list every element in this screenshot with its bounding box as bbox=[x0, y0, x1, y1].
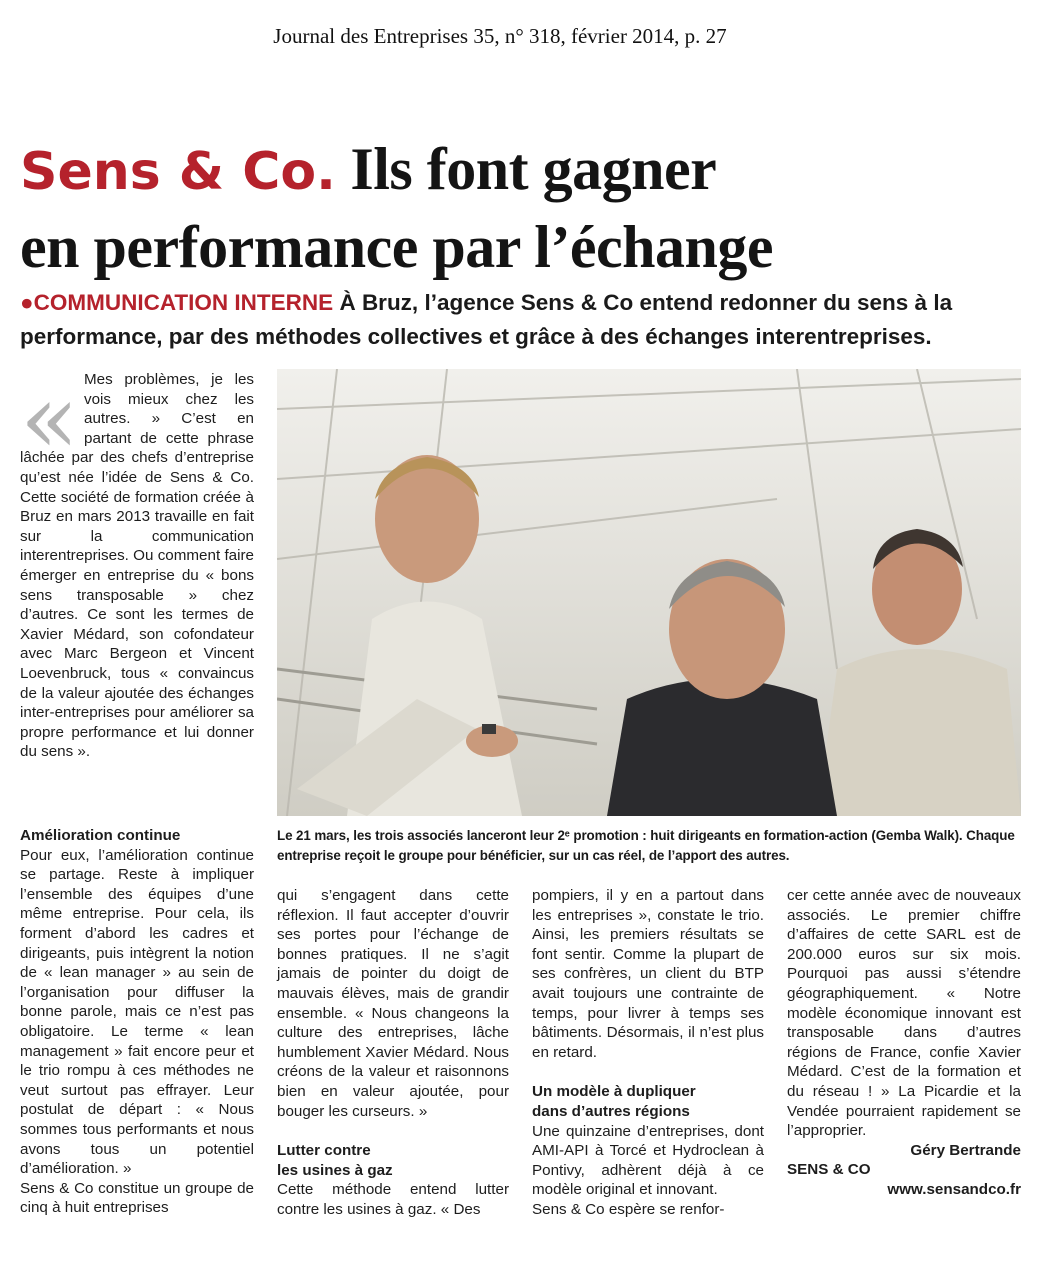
heading-line: Lutter contre bbox=[277, 1142, 371, 1160]
paragraph: Sens & Co espère se renfor- bbox=[532, 1200, 725, 1218]
paragraph: Cette méthode entend lutter contre les usines à gaz. « Des bbox=[277, 1181, 509, 1218]
paragraph: Une quinzaine d’entreprises, dont AMI-API à Torcé et Hydroclean à Pontivy, adhèrent déjà à ce modèle original et innovant. bbox=[532, 1122, 764, 1199]
headline-brand: Sens & Co. bbox=[20, 142, 336, 202]
paragraph: pompiers, il y en a partout dans les entreprises », constate le trio. Ainsi, les premiers résultats se font sentir. Comme la plupart de ses confrères, un client du BTP avait toujours une contrainte de temps, pour livrer à temps ses bâtiments. Désormais, il n’est plus en retard. bbox=[532, 887, 764, 1061]
heading-line: Un modèle à dupliquer bbox=[532, 1083, 696, 1101]
lead-text: Mes problèmes, je les vois mieux chez les autres. » C’est en partant de cette phrase lâchée par des chefs d’entreprise qu’est née l’idée de Sens & Co. Cette société de formation créée à Bruz en mars 2013 travaille en fait sur la communication interentreprises. Ou comment faire émerger en entreprise du « bons sens transposable » chez d’autres. Ce sont les termes de Xavier Médard, son cofondateur avec Marc Bergeon et Vincent Loevenbruck, tous « convaincus de la valeur ajoutée des échanges inter-entreprises pour améliorer sa propre performance et lui donner du sens ». bbox=[20, 371, 254, 761]
section-heading-usines bbox=[277, 1141, 509, 1180]
article-headline bbox=[20, 132, 1030, 285]
column-1 bbox=[20, 826, 254, 1218]
article-photo bbox=[277, 369, 1021, 816]
section-heading-modele bbox=[532, 1082, 764, 1121]
column-4 bbox=[787, 886, 1021, 1200]
paragraph: cer cette année avec de nouveaux associés. Le premier chiffre d’affaires de cette SARL est de 200.000 euros sur six mois. Pourquoi pas aussi s’étendre géographiquement. « Notre modèle économique innovant est transposable dans d’autres régions de France, confie Xavier Médard. C’est de la formation et du réseau ! » La Picardie et la Vendée pourraient rapidement se l’approprier. bbox=[787, 887, 1021, 1140]
headline-line-1: Ils font gagner bbox=[350, 136, 717, 202]
bullet-icon: ● bbox=[20, 290, 34, 315]
photo-illustration bbox=[277, 369, 1021, 816]
paragraph: Pour eux, l’amélioration continue se partage. Reste à impliquer l’ensemble des équipes d’une même entreprise. Pour cela, ils forment d’abord les cadres et dirigeants, puis intègrent la notion de « lean manager » au sein de l’organisation pour diffuser la bonne parole, mais ce n’est pas obligatoire. Le terme « lean management » fait encore peur et le trio rompu à ces méthodes ne veut surtout pas effrayer. Leur postulat de départ : « Nous sommes tous performants et nous avons tous un potentiel d’amélioration. » bbox=[20, 846, 254, 1178]
headline-line-2: en performance par l’échange bbox=[20, 214, 774, 280]
section-heading-amelioration: Amélioration continue bbox=[20, 827, 181, 844]
paragraph: qui s’engagent dans cette réflexion. Il faut accepter d’ouvrir ses portes pour l’échange de bonnes pratiques. Il ne s’agit jamais de pointer du doigt de mauvais élèves, mais de grandir ensemble. « Nous changeons la culture des entreprises, lâche humblement Xavier Médard. Nous créons de la valeur et raisonnons bien en valeur ajoutée, pour bouger les curseurs. » bbox=[277, 887, 509, 1120]
website-link[interactable]: www.sensandco.fr bbox=[887, 1180, 1021, 1198]
publication-source: Journal des Entreprises 35, n° 318, février 2014, p. 27 bbox=[273, 24, 727, 48]
standfirst-text: À Bruz, l’agence Sens & Co entend redonner du sens à la performance, par des méthodes collectives et grâce à des échanges interentreprises. bbox=[20, 290, 953, 349]
article-standfirst bbox=[20, 286, 1030, 354]
photo-caption: Le 21 mars, les trois associés lanceront leur 2ᵉ promotion : huit dirigeants en formation-action (Gemba Walk). Chaque entreprise reçoit le groupe pour bénéficier, sur un cas réel, de l’apport des autres. bbox=[277, 828, 1015, 863]
heading-line: dans d’autres régions bbox=[532, 1102, 690, 1120]
rubric-label: COMMUNICATION INTERNE bbox=[33, 290, 334, 315]
lead-paragraph bbox=[20, 363, 254, 762]
infobox-title: SENS & CO bbox=[787, 1161, 871, 1179]
column-3 bbox=[532, 886, 764, 1220]
paragraph: Sens & Co constitue un groupe de cinq à huit entreprises bbox=[20, 1179, 254, 1217]
opening-quote-icon: « bbox=[20, 363, 79, 475]
column-2 bbox=[277, 886, 509, 1220]
author-signature: Géry Bertrande bbox=[910, 1141, 1021, 1159]
heading-line: les usines à gaz bbox=[277, 1161, 393, 1179]
